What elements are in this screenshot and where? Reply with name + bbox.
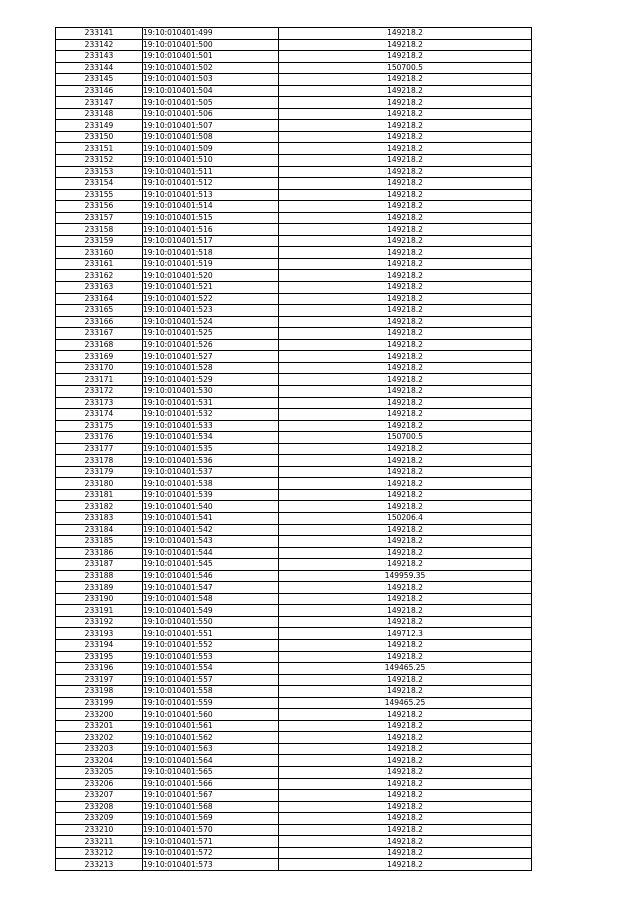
row-number-cell: 233144 [56, 62, 143, 74]
table-row [56, 639, 532, 651]
cadastral-value-cell: 149218.2 [279, 178, 532, 190]
table-row [56, 466, 532, 478]
cadastral-value-cell: 149218.2 [279, 131, 532, 143]
row-number-cell: 233204 [56, 755, 143, 767]
cadastral-number-cell: 19:10:010401:528 [143, 362, 279, 374]
row-number-cell: 233189 [56, 582, 143, 594]
cadastral-value-cell: 149218.2 [279, 39, 532, 51]
row-number-cell: 233195 [56, 651, 143, 663]
table-row [56, 178, 532, 190]
row-number-cell: 233149 [56, 120, 143, 132]
cadastral-value-cell: 149218.2 [279, 85, 532, 97]
cadastral-number-cell: 19:10:010401:548 [143, 593, 279, 605]
cadastral-number-cell: 19:10:010401:532 [143, 409, 279, 421]
cadastral-value-cell: 149218.2 [279, 720, 532, 732]
cadastral-value-cell: 149218.2 [279, 97, 532, 109]
row-number-cell: 233191 [56, 605, 143, 617]
cadastral-value-cell: 149218.2 [279, 582, 532, 594]
table-row [56, 778, 532, 790]
cadastral-value-cell: 149218.2 [279, 420, 532, 432]
table-row [56, 674, 532, 686]
row-number-cell: 233177 [56, 443, 143, 455]
cadastral-number-cell: 19:10:010401:504 [143, 85, 279, 97]
table-row [56, 155, 532, 167]
row-number-cell: 233156 [56, 201, 143, 213]
table-row [56, 524, 532, 536]
table-row [56, 801, 532, 813]
table-row [56, 720, 532, 732]
row-number-cell: 233192 [56, 616, 143, 628]
cadastral-value-cell: 149218.2 [279, 385, 532, 397]
cadastral-value-cell: 149218.2 [279, 397, 532, 409]
row-number-cell: 233170 [56, 362, 143, 374]
cadastral-value-cell: 149218.2 [279, 536, 532, 548]
table-row [56, 663, 532, 675]
table-row [56, 212, 532, 224]
row-number-cell: 233167 [56, 328, 143, 340]
table-row [56, 362, 532, 374]
cadastral-number-cell: 19:10:010401:512 [143, 178, 279, 190]
cadastral-number-cell: 19:10:010401:547 [143, 582, 279, 594]
cadastral-number-cell: 19:10:010401:516 [143, 224, 279, 236]
cadastral-number-cell: 19:10:010401:551 [143, 628, 279, 640]
table-row [56, 536, 532, 548]
cadastral-number-cell: 19:10:010401:566 [143, 778, 279, 790]
cadastral-number-cell: 19:10:010401:534 [143, 432, 279, 444]
row-number-cell: 233210 [56, 824, 143, 836]
table-row [56, 282, 532, 294]
cadastral-number-cell: 19:10:010401:549 [143, 605, 279, 617]
table-row [56, 374, 532, 386]
cadastral-number-cell: 19:10:010401:502 [143, 62, 279, 74]
table-row [56, 767, 532, 779]
cadastral-value-cell: 149218.2 [279, 28, 532, 40]
cadastral-number-cell: 19:10:010401:527 [143, 351, 279, 363]
table-row [56, 28, 532, 40]
cadastral-number-cell: 19:10:010401:561 [143, 720, 279, 732]
cadastral-value-cell: 149218.2 [279, 824, 532, 836]
cadastral-number-cell: 19:10:010401:537 [143, 466, 279, 478]
cadastral-number-cell: 19:10:010401:508 [143, 131, 279, 143]
cadastral-value-cell: 149218.2 [279, 305, 532, 317]
cadastral-value-cell: 149218.2 [279, 466, 532, 478]
row-number-cell: 233187 [56, 559, 143, 571]
cadastral-value-cell: 149218.2 [279, 524, 532, 536]
cadastral-value-cell: 149218.2 [279, 120, 532, 132]
cadastral-number-cell: 19:10:010401:562 [143, 732, 279, 744]
cadastral-number-cell: 19:10:010401:553 [143, 651, 279, 663]
cadastral-number-cell: 19:10:010401:531 [143, 397, 279, 409]
cadastral-number-cell: 19:10:010401:529 [143, 374, 279, 386]
table-row [56, 813, 532, 825]
cadastral-value-cell: 149218.2 [279, 478, 532, 490]
cadastral-value-cell: 149218.2 [279, 282, 532, 294]
cadastral-number-cell: 19:10:010401:530 [143, 385, 279, 397]
cadastral-value-cell: 149218.2 [279, 801, 532, 813]
cadastral-number-cell: 19:10:010401:560 [143, 709, 279, 721]
cadastral-number-cell: 19:10:010401:536 [143, 455, 279, 467]
cadastral-value-cell: 149218.2 [279, 374, 532, 386]
table-row [56, 39, 532, 51]
cadastral-number-cell: 19:10:010401:539 [143, 489, 279, 501]
cadastral-value-cell: 149218.2 [279, 339, 532, 351]
table-row [56, 108, 532, 120]
cadastral-value-cell: 149218.2 [279, 293, 532, 305]
table-row [56, 339, 532, 351]
cadastral-number-cell: 19:10:010401:543 [143, 536, 279, 548]
cadastral-value-cell: 149218.2 [279, 51, 532, 63]
table-row [56, 247, 532, 259]
table-row [56, 316, 532, 328]
cadastral-number-cell: 19:10:010401:572 [143, 847, 279, 859]
row-number-cell: 233183 [56, 512, 143, 524]
cadastral-value-cell: 149218.2 [279, 443, 532, 455]
row-number-cell: 233146 [56, 85, 143, 97]
row-number-cell: 233166 [56, 316, 143, 328]
row-number-cell: 233165 [56, 305, 143, 317]
cadastral-number-cell: 19:10:010401:519 [143, 258, 279, 270]
cadastral-value-cell: 149218.2 [279, 639, 532, 651]
row-number-cell: 233185 [56, 536, 143, 548]
cadastral-value-cell: 149218.2 [279, 778, 532, 790]
table-row [56, 51, 532, 63]
cadastral-value-cell: 149218.2 [279, 686, 532, 698]
row-number-cell: 233212 [56, 847, 143, 859]
row-number-cell: 233175 [56, 420, 143, 432]
table-row [56, 74, 532, 86]
cadastral-number-cell: 19:10:010401:499 [143, 28, 279, 40]
cadastral-number-cell: 19:10:010401:571 [143, 836, 279, 848]
cadastral-number-cell: 19:10:010401:500 [143, 39, 279, 51]
row-number-cell: 233150 [56, 131, 143, 143]
table-row [56, 432, 532, 444]
cadastral-value-cell: 149218.2 [279, 767, 532, 779]
row-number-cell: 233163 [56, 282, 143, 294]
cadastral-number-cell: 19:10:010401:564 [143, 755, 279, 767]
cadastral-value-cell: 149218.2 [279, 166, 532, 178]
cadastral-number-cell: 19:10:010401:552 [143, 639, 279, 651]
cadastral-number-cell: 19:10:010401:565 [143, 767, 279, 779]
cadastral-number-cell: 19:10:010401:541 [143, 512, 279, 524]
table-row [56, 328, 532, 340]
cadastral-number-cell: 19:10:010401:554 [143, 663, 279, 675]
cadastral-value-cell: 149218.2 [279, 501, 532, 513]
cadastral-number-cell: 19:10:010401:501 [143, 51, 279, 63]
cadastral-number-cell: 19:10:010401:570 [143, 824, 279, 836]
cadastral-value-cell: 149218.2 [279, 455, 532, 467]
cadastral-number-cell: 19:10:010401:506 [143, 108, 279, 120]
row-number-cell: 233196 [56, 663, 143, 675]
cadastral-number-cell: 19:10:010401:520 [143, 270, 279, 282]
table-row [56, 143, 532, 155]
cadastral-value-cell: 149218.2 [279, 328, 532, 340]
row-number-cell: 233200 [56, 709, 143, 721]
row-number-cell: 233174 [56, 409, 143, 421]
table-row [56, 62, 532, 74]
table-row [56, 409, 532, 421]
cadastral-value-cell: 149218.2 [279, 651, 532, 663]
table-row [56, 97, 532, 109]
cadastral-value-cell: 149218.2 [279, 270, 532, 282]
table-row [56, 235, 532, 247]
cadastral-number-cell: 19:10:010401:563 [143, 743, 279, 755]
cadastral-value-cell: 149218.2 [279, 859, 532, 871]
cadastral-number-cell: 19:10:010401:507 [143, 120, 279, 132]
cadastral-value-table [55, 27, 532, 871]
row-number-cell: 233198 [56, 686, 143, 698]
cadastral-number-cell: 19:10:010401:525 [143, 328, 279, 340]
row-number-cell: 233201 [56, 720, 143, 732]
row-number-cell: 233159 [56, 235, 143, 247]
row-number-cell: 233194 [56, 639, 143, 651]
row-number-cell: 233148 [56, 108, 143, 120]
row-number-cell: 233152 [56, 155, 143, 167]
table-row [56, 397, 532, 409]
row-number-cell: 233206 [56, 778, 143, 790]
cadastral-value-cell: 149218.2 [279, 489, 532, 501]
row-number-cell: 233168 [56, 339, 143, 351]
table-row [56, 651, 532, 663]
cadastral-number-cell: 19:10:010401:524 [143, 316, 279, 328]
cadastral-number-cell: 19:10:010401:523 [143, 305, 279, 317]
cadastral-value-cell: 149218.2 [279, 813, 532, 825]
table-row [56, 559, 532, 571]
table-row [56, 305, 532, 317]
table-row [56, 478, 532, 490]
cadastral-value-cell: 149218.2 [279, 709, 532, 721]
table-row [56, 293, 532, 305]
cadastral-value-cell: 149218.2 [279, 247, 532, 259]
cadastral-number-cell: 19:10:010401:545 [143, 559, 279, 571]
cadastral-value-cell: 149218.2 [279, 108, 532, 120]
cadastral-number-cell: 19:10:010401:510 [143, 155, 279, 167]
table-row [56, 732, 532, 744]
row-number-cell: 233169 [56, 351, 143, 363]
table-row [56, 686, 532, 698]
table-row [56, 489, 532, 501]
table-row [56, 258, 532, 270]
table-row [56, 616, 532, 628]
cadastral-value-cell: 149218.2 [279, 847, 532, 859]
cadastral-number-cell: 19:10:010401:509 [143, 143, 279, 155]
table-row [56, 270, 532, 282]
cadastral-value-cell: 149218.2 [279, 155, 532, 167]
cadastral-number-cell: 19:10:010401:526 [143, 339, 279, 351]
cadastral-value-cell: 149712.3 [279, 628, 532, 640]
table-row [56, 166, 532, 178]
cadastral-number-cell: 19:10:010401:546 [143, 570, 279, 582]
table-row [56, 189, 532, 201]
row-number-cell: 233207 [56, 790, 143, 802]
table-row [56, 755, 532, 767]
cadastral-number-cell: 19:10:010401:550 [143, 616, 279, 628]
cadastral-number-cell: 19:10:010401:568 [143, 801, 279, 813]
cadastral-number-cell: 19:10:010401:514 [143, 201, 279, 213]
table-row [56, 512, 532, 524]
cadastral-number-cell: 19:10:010401:522 [143, 293, 279, 305]
table-row [56, 582, 532, 594]
cadastral-value-cell: 149218.2 [279, 224, 532, 236]
cadastral-number-cell: 19:10:010401:505 [143, 97, 279, 109]
cadastral-value-cell: 149218.2 [279, 790, 532, 802]
table-row [56, 85, 532, 97]
row-number-cell: 233186 [56, 547, 143, 559]
table-row [56, 443, 532, 455]
table-row [56, 824, 532, 836]
row-number-cell: 233178 [56, 455, 143, 467]
cadastral-value-cell: 149218.2 [279, 409, 532, 421]
cadastral-value-cell: 149218.2 [279, 201, 532, 213]
cadastral-value-cell: 149218.2 [279, 616, 532, 628]
row-number-cell: 233171 [56, 374, 143, 386]
table-row [56, 420, 532, 432]
row-number-cell: 233179 [56, 466, 143, 478]
row-number-cell: 233143 [56, 51, 143, 63]
cadastral-number-cell: 19:10:010401:540 [143, 501, 279, 513]
row-number-cell: 233173 [56, 397, 143, 409]
table-row [56, 385, 532, 397]
cadastral-number-cell: 19:10:010401:558 [143, 686, 279, 698]
row-number-cell: 233142 [56, 39, 143, 51]
cadastral-value-cell: 149218.2 [279, 351, 532, 363]
row-number-cell: 233141 [56, 28, 143, 40]
row-number-cell: 233161 [56, 258, 143, 270]
cadastral-value-cell: 149218.2 [279, 755, 532, 767]
cadastral-number-cell: 19:10:010401:535 [143, 443, 279, 455]
cadastral-number-cell: 19:10:010401:573 [143, 859, 279, 871]
table-row [56, 605, 532, 617]
row-number-cell: 233145 [56, 74, 143, 86]
cadastral-value-cell: 149218.2 [279, 258, 532, 270]
cadastral-number-cell: 19:10:010401:538 [143, 478, 279, 490]
row-number-cell: 233180 [56, 478, 143, 490]
row-number-cell: 233213 [56, 859, 143, 871]
cadastral-value-cell: 149218.2 [279, 836, 532, 848]
cadastral-value-cell: 149218.2 [279, 74, 532, 86]
cadastral-value-cell: 149218.2 [279, 362, 532, 374]
cadastral-value-cell: 150700.5 [279, 62, 532, 74]
cadastral-value-cell: 149218.2 [279, 605, 532, 617]
row-number-cell: 233190 [56, 593, 143, 605]
cadastral-number-cell: 19:10:010401:544 [143, 547, 279, 559]
cadastral-value-cell: 149465.25 [279, 663, 532, 675]
row-number-cell: 233208 [56, 801, 143, 813]
cadastral-number-cell: 19:10:010401:569 [143, 813, 279, 825]
row-number-cell: 233184 [56, 524, 143, 536]
table-row [56, 743, 532, 755]
table-row [56, 790, 532, 802]
row-number-cell: 233193 [56, 628, 143, 640]
cadastral-number-cell: 19:10:010401:515 [143, 212, 279, 224]
cadastral-value-cell: 149218.2 [279, 674, 532, 686]
row-number-cell: 233202 [56, 732, 143, 744]
cadastral-number-cell: 19:10:010401:557 [143, 674, 279, 686]
row-number-cell: 233153 [56, 166, 143, 178]
cadastral-value-cell: 150700.5 [279, 432, 532, 444]
cadastral-number-cell: 19:10:010401:567 [143, 790, 279, 802]
table-row [56, 201, 532, 213]
row-number-cell: 233209 [56, 813, 143, 825]
table-row [56, 836, 532, 848]
table-row [56, 547, 532, 559]
row-number-cell: 233181 [56, 489, 143, 501]
table-row [56, 224, 532, 236]
row-number-cell: 233158 [56, 224, 143, 236]
cadastral-number-cell: 19:10:010401:513 [143, 189, 279, 201]
row-number-cell: 233205 [56, 767, 143, 779]
table-row [56, 847, 532, 859]
row-number-cell: 233211 [56, 836, 143, 848]
row-number-cell: 233188 [56, 570, 143, 582]
table-row [56, 120, 532, 132]
row-number-cell: 233203 [56, 743, 143, 755]
table-body [56, 28, 532, 871]
table-row [56, 351, 532, 363]
cadastral-value-cell: 149218.2 [279, 212, 532, 224]
cadastral-number-cell: 19:10:010401:533 [143, 420, 279, 432]
cadastral-number-cell: 19:10:010401:542 [143, 524, 279, 536]
row-number-cell: 233151 [56, 143, 143, 155]
cadastral-number-cell: 19:10:010401:503 [143, 74, 279, 86]
cadastral-number-cell: 19:10:010401:518 [143, 247, 279, 259]
table-row [56, 628, 532, 640]
row-number-cell: 233172 [56, 385, 143, 397]
table-row [56, 131, 532, 143]
row-number-cell: 233147 [56, 97, 143, 109]
table-row [56, 859, 532, 871]
cadastral-number-cell: 19:10:010401:521 [143, 282, 279, 294]
cadastral-number-cell: 19:10:010401:511 [143, 166, 279, 178]
table-row [56, 709, 532, 721]
cadastral-value-cell: 149218.2 [279, 547, 532, 559]
row-number-cell: 233199 [56, 697, 143, 709]
cadastral-number-cell: 19:10:010401:559 [143, 697, 279, 709]
cadastral-value-cell: 149218.2 [279, 743, 532, 755]
cadastral-value-cell: 149218.2 [279, 732, 532, 744]
cadastral-value-cell: 149218.2 [279, 559, 532, 571]
cadastral-value-cell: 149218.2 [279, 593, 532, 605]
row-number-cell: 233164 [56, 293, 143, 305]
cadastral-value-cell: 149218.2 [279, 189, 532, 201]
row-number-cell: 233162 [56, 270, 143, 282]
table-row [56, 570, 532, 582]
row-number-cell: 233154 [56, 178, 143, 190]
cadastral-value-cell: 149218.2 [279, 316, 532, 328]
cadastral-value-cell: 149959.35 [279, 570, 532, 582]
row-number-cell: 233197 [56, 674, 143, 686]
row-number-cell: 233176 [56, 432, 143, 444]
row-number-cell: 233157 [56, 212, 143, 224]
row-number-cell: 233182 [56, 501, 143, 513]
row-number-cell: 233155 [56, 189, 143, 201]
table-row [56, 501, 532, 513]
row-number-cell: 233160 [56, 247, 143, 259]
cadastral-number-cell: 19:10:010401:517 [143, 235, 279, 247]
cadastral-value-cell: 149218.2 [279, 143, 532, 155]
table-row [56, 593, 532, 605]
table-row [56, 697, 532, 709]
cadastral-value-cell: 150206.4 [279, 512, 532, 524]
table-row [56, 455, 532, 467]
cadastral-value-cell: 149218.2 [279, 235, 532, 247]
cadastral-value-cell: 149465.25 [279, 697, 532, 709]
